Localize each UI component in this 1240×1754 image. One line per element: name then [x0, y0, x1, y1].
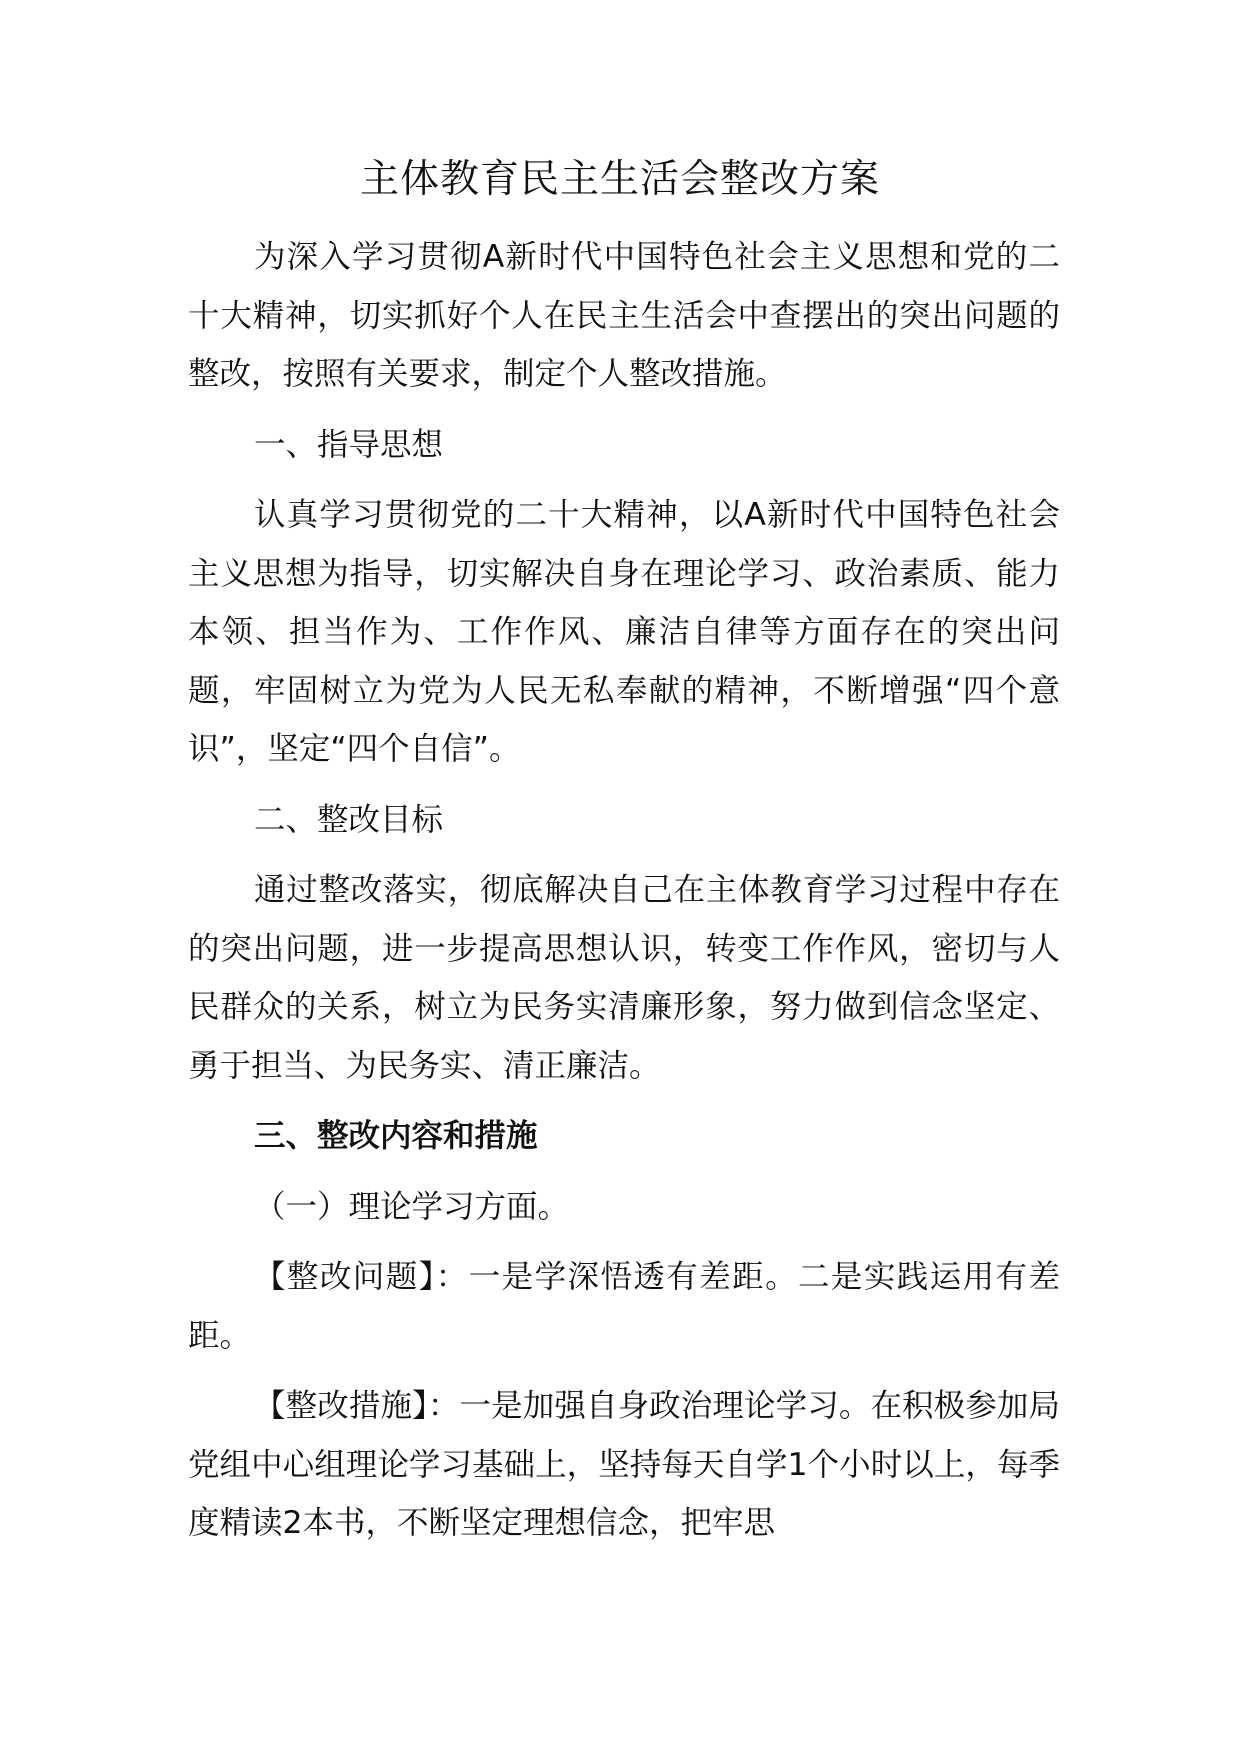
- document-body: [188, 228, 1060, 1565]
- rectification-goals-paragraph: 通过整改落实，彻底解决自己在主体教育学习过程中存在的突出问题，进一步提高思想认识，转变工作作风，密切与人民群众的关系，树立为民务实清廉形象，努力做到信念坚定、勇于担当、为民务实、清正廉洁。: [188, 872, 1060, 1084]
- subsection-heading-theory-study: （一）理论学习方面。: [254, 1188, 570, 1225]
- intro-paragraph: 为深入学习贯彻A新时代中国特色社会主义思想和党的二十大精神，切实抓好个人在民主生活会中查摆出的突出问题的整改，按照有关要求，制定个人整改措施。: [188, 239, 1060, 392]
- rectification-measures-paragraph: 【整改措施】：一是加强自身政治理论学习。在积极参加局党组中心组理论学习基础上，坚持每天自学1个小时以上，每季度精读2本书，不断坚定理想信念，把牢思: [188, 1388, 1060, 1541]
- section-heading-content-and-measures: 三、整改内容和措施: [254, 1118, 538, 1154]
- section-heading-rectification-goals: 二、整改目标: [254, 801, 444, 838]
- section-heading-guiding-ideology: 一、指导思想: [254, 426, 444, 463]
- document-title: 主体教育民主生活会整改方案: [359, 157, 880, 202]
- guiding-ideology-paragraph: 认真学习贯彻党的二十大精神，以A新时代中国特色社会主义思想为指导，切实解决自身在理论学习、政治素质、能力本领、担当作为、工作作风、廉洁自律等方面存在的突出问题，牢固树立为党为人民无私奉献的精神，不断增强“四个意识”，坚定“四个自信”。: [188, 497, 1060, 767]
- rectification-problems-paragraph: 【整改问题】：一是学深悟透有差距。二是实践运用有差距。: [188, 1259, 1060, 1354]
